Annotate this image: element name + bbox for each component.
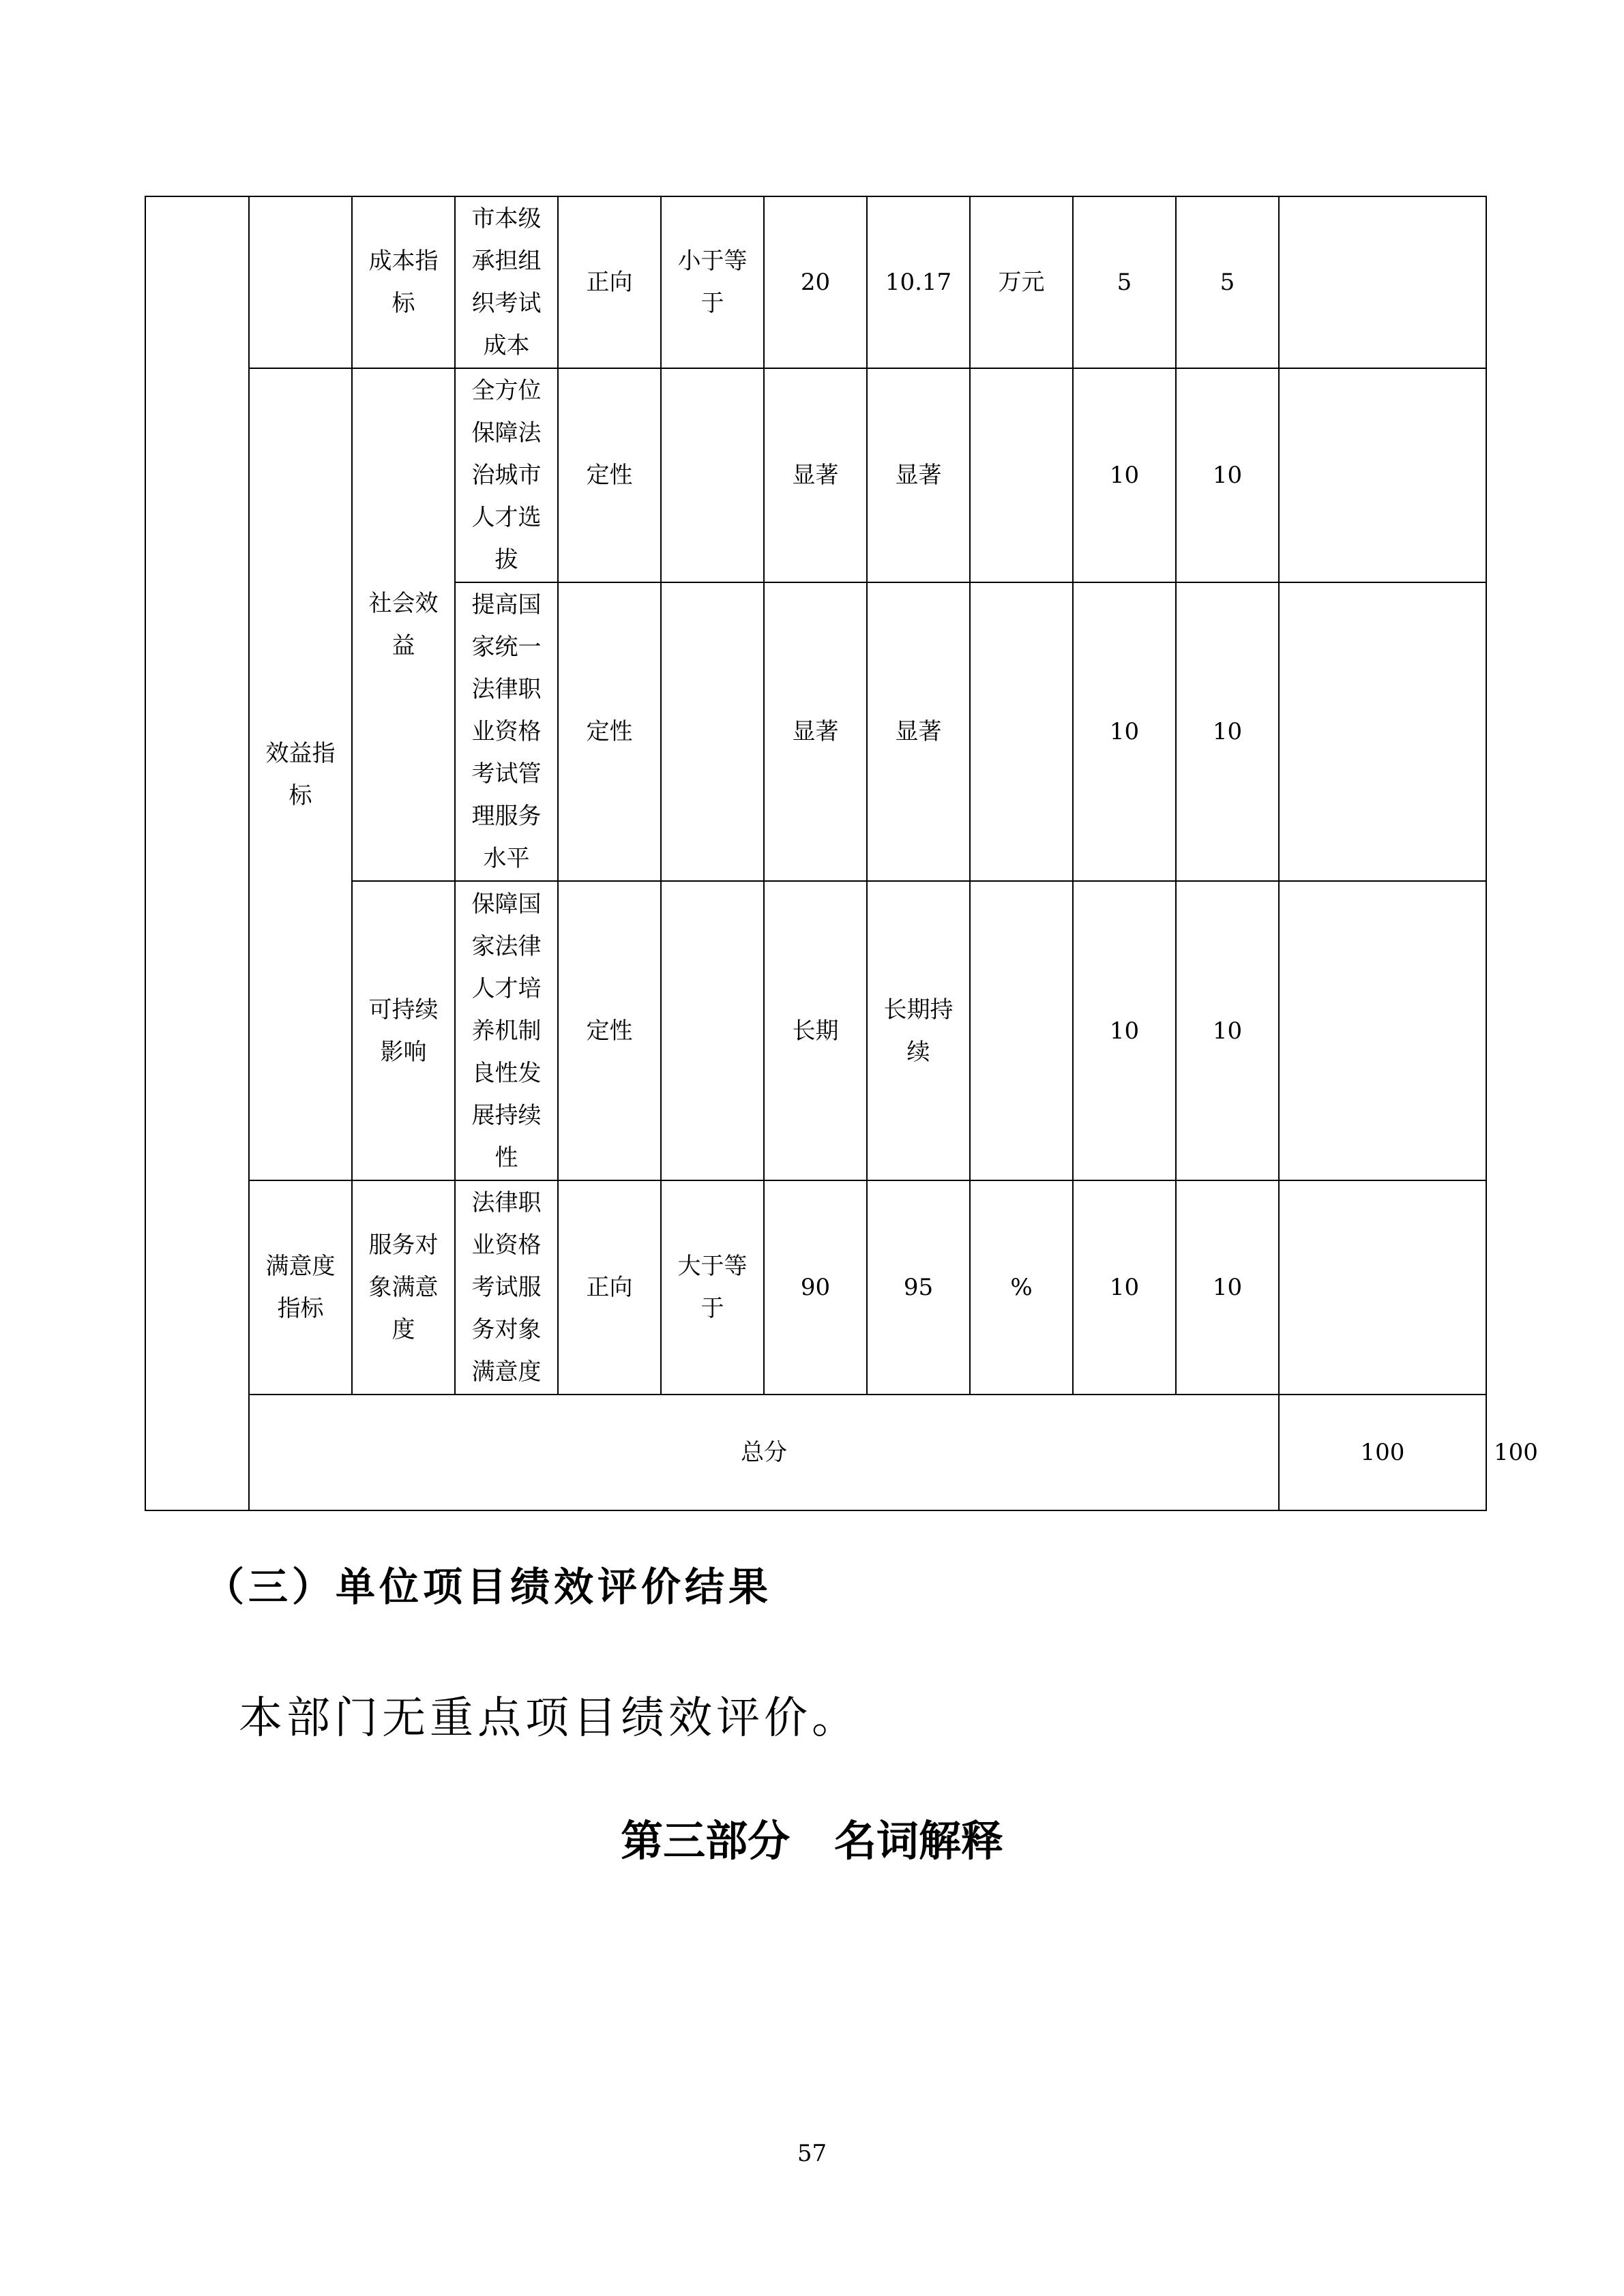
nature-cell: 定性 bbox=[558, 582, 661, 881]
score-cell: 10 bbox=[1176, 881, 1279, 1180]
indicator-name-cell: 市本级承担组织考试成本 bbox=[455, 196, 558, 368]
nature-cell: 正向 bbox=[558, 1180, 661, 1395]
weight-cell: 10 bbox=[1073, 1180, 1176, 1395]
actual-value-cell: 显著 bbox=[867, 582, 970, 881]
tertiary-indicator-cell: 成本指标 bbox=[352, 196, 455, 368]
unit-cell bbox=[970, 368, 1073, 582]
total-label-cell: 总分 bbox=[249, 1395, 1279, 1510]
nature-cell: 定性 bbox=[558, 368, 661, 582]
remark-cell bbox=[1279, 1180, 1486, 1395]
score-cell: 5 bbox=[1176, 196, 1279, 368]
target-value-cell: 显著 bbox=[764, 582, 867, 881]
part-heading: 第三部分 名词解释 bbox=[621, 1816, 1003, 1866]
target-value-cell: 长期 bbox=[764, 881, 867, 1180]
target-value-cell: 显著 bbox=[764, 368, 867, 582]
secondary-indicator-cell bbox=[249, 196, 352, 368]
indicator-name-cell: 保障国家法律人才培养机制良性发展持续性 bbox=[455, 881, 558, 1180]
operator-cell bbox=[661, 582, 764, 881]
weight-cell: 10 bbox=[1073, 582, 1176, 881]
unit-cell: % bbox=[970, 1180, 1073, 1395]
actual-value-cell: 10.17 bbox=[867, 196, 970, 368]
weight-cell: 5 bbox=[1073, 196, 1176, 368]
unit-cell bbox=[970, 881, 1073, 1180]
total-row: 总分 100 100 bbox=[145, 1395, 1486, 1510]
actual-value-cell: 长期持续 bbox=[867, 881, 970, 1180]
score-cell: 10 bbox=[1176, 368, 1279, 582]
tertiary-indicator-cell: 可持续影响 bbox=[352, 881, 455, 1180]
secondary-indicator-cell: 效益指标 bbox=[249, 368, 352, 1180]
section-heading: （三）单位项目绩效评价结果 bbox=[205, 1564, 773, 1610]
actual-value-cell: 显著 bbox=[867, 368, 970, 582]
operator-cell: 大于等于 bbox=[661, 1180, 764, 1395]
operator-cell bbox=[661, 881, 764, 1180]
actual-value-cell: 95 bbox=[867, 1180, 970, 1395]
nature-cell: 定性 bbox=[558, 881, 661, 1180]
table-row bbox=[145, 1180, 1486, 1395]
unit-cell: 万元 bbox=[970, 196, 1073, 368]
remark-cell bbox=[1279, 196, 1486, 368]
target-value-cell: 20 bbox=[764, 196, 867, 368]
indicator-name-cell: 提高国家统一法律职业资格考试管理服务水平 bbox=[455, 582, 558, 881]
page-number: 57 bbox=[797, 2140, 827, 2167]
total-weight-cell: 100 bbox=[1279, 1395, 1486, 1510]
score-cell: 10 bbox=[1176, 1180, 1279, 1395]
performance-table bbox=[145, 196, 1538, 1511]
nature-cell: 正向 bbox=[558, 196, 661, 368]
remark-cell bbox=[1279, 881, 1486, 1180]
operator-cell: 小于等于 bbox=[661, 196, 764, 368]
table-row bbox=[145, 196, 1486, 368]
operator-cell bbox=[661, 368, 764, 582]
score-cell: 10 bbox=[1176, 582, 1279, 881]
weight-cell: 10 bbox=[1073, 881, 1176, 1180]
weight-cell: 10 bbox=[1073, 368, 1176, 582]
tertiary-indicator-cell: 服务对象满意度 bbox=[352, 1180, 455, 1395]
indicator-name-cell: 法律职业资格考试服务对象满意度 bbox=[455, 1180, 558, 1395]
unit-cell bbox=[970, 582, 1073, 881]
indicator-name-cell: 全方位保障法治城市人才选拔 bbox=[455, 368, 558, 582]
remark-cell bbox=[1279, 368, 1486, 582]
target-value-cell: 90 bbox=[764, 1180, 867, 1395]
table-row bbox=[145, 368, 1486, 582]
remark-cell bbox=[1279, 582, 1486, 881]
secondary-indicator-cell: 满意度指标 bbox=[249, 1180, 352, 1395]
tertiary-indicator-cell: 社会效益 bbox=[352, 368, 455, 881]
body-paragraph: 本部门无重点项目绩效评价。 bbox=[239, 1693, 859, 1744]
primary-indicator-cell bbox=[145, 196, 249, 1510]
